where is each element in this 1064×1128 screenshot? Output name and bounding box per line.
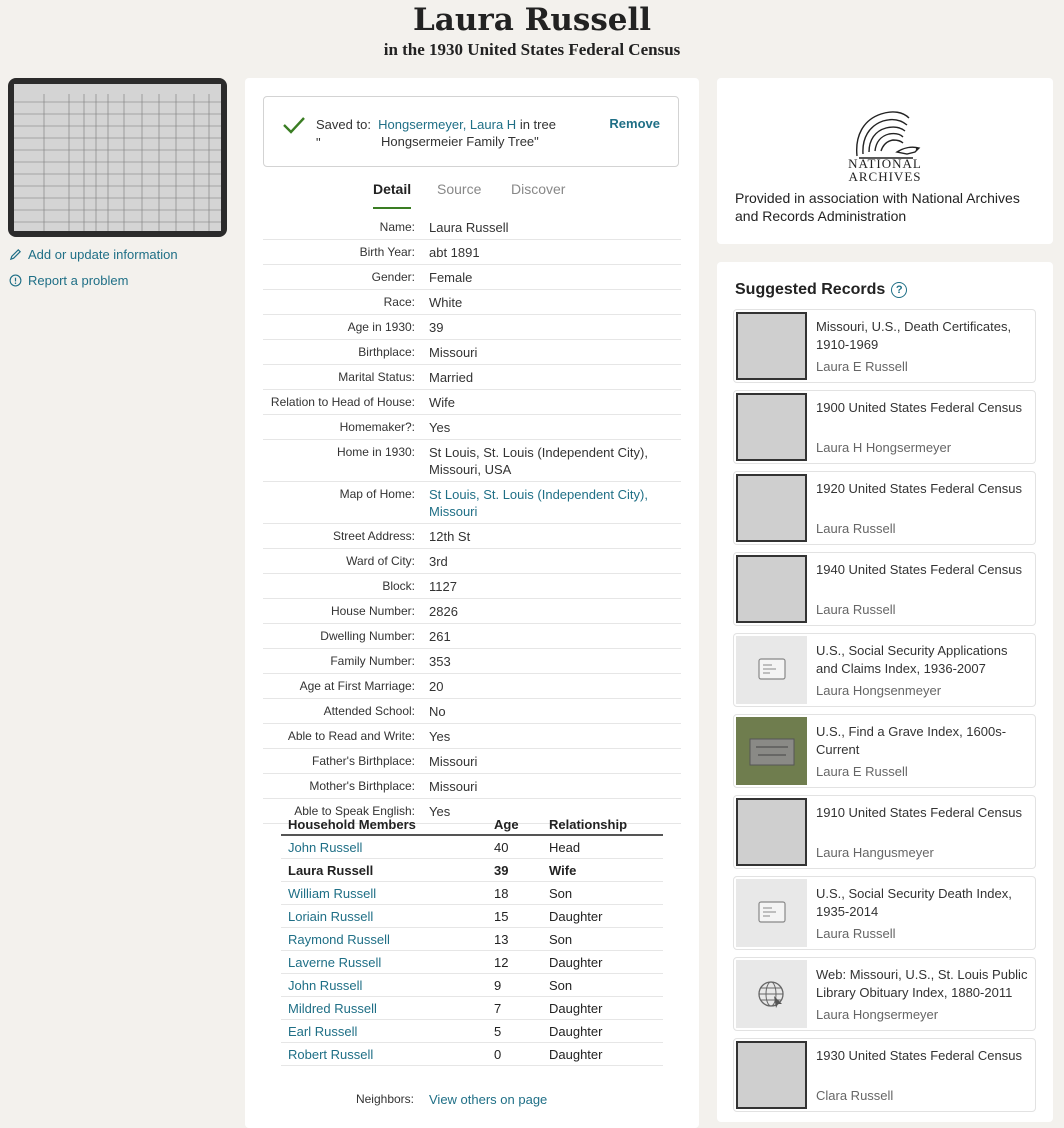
suggested-records-heading <box>735 281 907 299</box>
fact-value: Laura Russell <box>429 220 509 235</box>
record-thumbnail <box>736 798 807 866</box>
report-problem-link[interactable] <box>9 273 128 288</box>
fact-value: 1127 <box>429 579 457 594</box>
gravestone-photo <box>736 717 807 785</box>
tab-discover[interactable]: Discover <box>511 181 566 197</box>
fact-label: Map of Home: <box>339 487 415 501</box>
national-archives-card <box>717 78 1053 244</box>
tab-detail[interactable]: Detail <box>373 181 411 209</box>
household-row <box>281 882 663 905</box>
fact-label: Dwelling Number: <box>320 629 415 643</box>
fact-label: Homemaker?: <box>339 420 415 434</box>
suggested-record[interactable] <box>733 795 1036 869</box>
pencil-icon <box>9 248 22 261</box>
saved-person-link[interactable]: Hongsermeyer, Laura H <box>378 117 517 132</box>
fact-label: Relation to Head of House: <box>270 395 415 409</box>
household-row <box>281 997 663 1020</box>
fact-row <box>263 674 681 699</box>
record-image-thumbnail[interactable] <box>8 78 227 237</box>
fact-label: Father's Birthplace: <box>311 754 415 768</box>
member-relationship: Son <box>549 885 573 901</box>
fact-label: Marital Status: <box>338 370 415 384</box>
record-title: Web: Missouri, U.S., St. Louis Public Library Obituary Index, 1880-2011 <box>816 967 1028 1000</box>
household-row <box>281 836 663 859</box>
suggested-records-title: Suggested Records <box>735 281 886 298</box>
member-link[interactable]: Earl Russell <box>288 1023 358 1039</box>
fact-value: 3rd <box>429 554 448 569</box>
member-link[interactable]: Laverne Russell <box>288 954 382 970</box>
member-link[interactable]: Mildred Russell <box>288 1000 377 1016</box>
census-page-lines <box>14 84 221 231</box>
fact-label: Attended School: <box>323 704 415 718</box>
record-title: U.S., Social Security Death Index, 1935-2014 <box>816 886 1012 919</box>
record-thumbnail <box>736 1041 807 1109</box>
fact-row <box>263 265 681 290</box>
fact-label: Mother's Birthplace: <box>309 779 415 793</box>
fact-row <box>263 240 681 265</box>
member-age: 39 <box>494 862 509 878</box>
fact-label: House Number: <box>330 604 415 618</box>
logo-line-2: ARCHIVES <box>848 169 922 184</box>
record-person: Laura H Hongsermeyer <box>816 440 952 455</box>
household-row <box>281 905 663 928</box>
record-title: U.S., Social Security Applications and Claims Index, 1936-2007 <box>816 643 1008 676</box>
record-person: Laura Russell <box>816 926 896 941</box>
add-update-label: Add or update information <box>28 247 178 262</box>
page-title: Laura Russell <box>412 2 652 38</box>
household-header-row <box>281 817 663 836</box>
member-relationship: Head <box>549 839 581 855</box>
fact-row <box>263 699 681 724</box>
remove-button[interactable]: Remove <box>609 116 660 131</box>
map-of-home-link[interactable]: St Louis, St. Louis (Independent City), Missouri <box>429 487 648 519</box>
census-page-image <box>14 84 221 231</box>
fact-label: Race: <box>383 295 415 309</box>
fact-row <box>263 649 681 674</box>
record-title: 1910 United States Federal Census <box>816 805 1022 820</box>
alert-circle-icon <box>9 274 22 287</box>
suggested-record[interactable] <box>733 714 1036 788</box>
page-subtitle: in the 1930 United States Federal Census <box>383 40 681 59</box>
fact-row <box>263 415 681 440</box>
record-thumbnail <box>736 555 807 623</box>
member-relationship: Son <box>549 977 573 993</box>
fact-value: 39 <box>429 320 444 335</box>
member-link[interactable]: Loriain Russell <box>288 908 374 924</box>
member-link[interactable]: William Russell <box>288 885 377 901</box>
fact-value: Female <box>429 270 473 285</box>
record-thumbnail <box>736 717 807 785</box>
col-household-members: Household Members <box>288 817 416 832</box>
household-row-self <box>281 859 663 882</box>
member-relationship: Daughter <box>549 1046 603 1062</box>
member-link[interactable]: Robert Russell <box>288 1046 374 1062</box>
saved-label: Saved to: <box>316 117 371 132</box>
fact-label: Home in 1930: <box>336 445 415 459</box>
fact-row <box>263 215 681 240</box>
suggested-record[interactable] <box>733 390 1036 464</box>
fact-row <box>263 340 681 365</box>
record-facts <box>263 215 681 824</box>
member-relationship: Daughter <box>549 1000 603 1016</box>
id-card-icon <box>758 901 786 923</box>
household-row <box>281 928 663 951</box>
fact-value: 261 <box>429 629 451 644</box>
record-detail-card <box>245 78 699 1128</box>
fact-value: 353 <box>429 654 451 669</box>
fact-label: Able to Read and Write: <box>287 729 415 743</box>
logo-line-1: NATIONAL <box>848 156 922 171</box>
fact-row <box>263 315 681 340</box>
fact-row <box>263 624 681 649</box>
household-row <box>281 951 663 974</box>
record-person: Laura Hangusmeyer <box>816 845 934 860</box>
record-title: 1940 United States Federal Census <box>816 562 1022 577</box>
household-members-table <box>281 817 663 1066</box>
record-thumbnail <box>736 393 807 461</box>
col-age: Age <box>494 817 519 832</box>
fact-value: 12th St <box>429 529 471 544</box>
fact-row <box>263 574 681 599</box>
view-others-link[interactable]: View others on page <box>429 1092 548 1107</box>
fact-value: Yes <box>429 420 451 435</box>
member-link[interactable]: John Russell <box>288 977 363 993</box>
record-tabs <box>245 181 699 207</box>
fact-value: St Louis, St. Louis (Independent City), Missouri, USA <box>429 445 648 477</box>
report-problem-label: Report a problem <box>28 273 129 288</box>
tab-source[interactable]: Source <box>437 181 482 197</box>
record-person: Laura E Russell <box>816 359 908 374</box>
fact-row <box>263 549 681 574</box>
suggested-record[interactable] <box>733 957 1036 1031</box>
globe-icon <box>756 979 786 1009</box>
fact-value: Yes <box>429 804 451 819</box>
member-age: 0 <box>494 1046 502 1062</box>
record-person: Laura Hongsenmeyer <box>816 683 942 698</box>
member-age: 12 <box>494 954 509 970</box>
national-archives-wordmark <box>717 157 1053 183</box>
household-row <box>281 974 663 997</box>
saved-to-banner <box>263 96 679 167</box>
household-row <box>281 1020 663 1043</box>
member-age: 40 <box>494 839 509 855</box>
suggested-record[interactable] <box>733 309 1036 383</box>
fact-label: Name: <box>379 220 415 234</box>
member-age: 18 <box>494 885 509 901</box>
record-title: Missouri, U.S., Death Certificates, 1910-1969 <box>816 319 1012 352</box>
fact-value: Yes <box>429 729 451 744</box>
id-card-icon <box>758 658 786 680</box>
record-person: Laura E Russell <box>816 764 908 779</box>
suggested-record[interactable] <box>733 876 1036 950</box>
record-thumbnail <box>736 636 807 704</box>
fact-value: 20 <box>429 679 444 694</box>
fact-value: Married <box>429 370 474 385</box>
record-thumbnail <box>736 474 807 542</box>
record-person: Clara Russell <box>816 1088 894 1103</box>
fact-row <box>263 440 681 482</box>
record-title: 1920 United States Federal Census <box>816 481 1022 496</box>
fact-label: Street Address: <box>332 529 415 543</box>
member-relationship: Daughter <box>549 908 603 924</box>
member-link[interactable]: Raymond Russell <box>288 931 390 947</box>
fact-label: Age at First Marriage: <box>299 679 415 693</box>
suggested-records-card <box>717 262 1053 1122</box>
fact-row <box>263 599 681 624</box>
fact-label: Birth Year: <box>359 245 415 259</box>
fact-value: abt 1891 <box>429 245 480 260</box>
suggested-record[interactable] <box>733 471 1036 545</box>
fact-label: Family Number: <box>330 654 415 668</box>
record-title: 1900 United States Federal Census <box>816 400 1022 415</box>
col-relationship: Relationship <box>549 817 628 832</box>
add-update-link[interactable] <box>9 247 178 262</box>
fact-value: Missouri <box>429 779 478 794</box>
member-age: 5 <box>494 1023 502 1039</box>
fact-row <box>263 365 681 390</box>
suggested-record[interactable] <box>733 1038 1036 1112</box>
member-relationship: Daughter <box>549 954 603 970</box>
member-link[interactable]: John Russell <box>288 839 363 855</box>
saved-in-tree: in tree " <box>316 117 556 150</box>
member-age: 13 <box>494 931 509 947</box>
member-relationship: Son <box>549 931 573 947</box>
fact-value: No <box>429 704 446 719</box>
fact-value: White <box>429 295 463 310</box>
archives-description: Provided in association with National Archives and Records Administration <box>735 190 1020 224</box>
member-age: 9 <box>494 977 502 993</box>
neighbors-label: Neighbors: <box>355 1092 414 1106</box>
record-title: U.S., Find a Grave Index, 1600s-Current <box>816 724 1007 757</box>
fact-value: Wife <box>429 395 455 410</box>
record-thumbnail <box>736 879 807 947</box>
fact-value: 2826 <box>429 604 458 619</box>
fact-row <box>263 524 681 549</box>
record-thumbnail <box>736 960 807 1028</box>
household-row <box>281 1043 663 1066</box>
fact-label: Birthplace: <box>358 345 415 359</box>
fact-row <box>263 749 681 774</box>
checkmark-icon <box>282 115 306 135</box>
fact-value: Missouri <box>429 345 478 360</box>
fact-label: Ward of City: <box>346 554 415 568</box>
record-thumbnail <box>736 312 807 380</box>
member-relationship: Daughter <box>549 1023 603 1039</box>
record-person: Laura Russell <box>816 602 896 617</box>
record-person: Laura Hongsermeyer <box>816 1007 939 1022</box>
fact-row <box>263 724 681 749</box>
fact-label: Able to Speak English: <box>294 804 415 818</box>
fact-label: Age in 1930: <box>347 320 415 334</box>
fact-label: Block: <box>382 579 415 593</box>
fact-row <box>263 774 681 799</box>
help-icon[interactable]: ? <box>891 282 907 298</box>
suggested-record[interactable] <box>733 552 1036 626</box>
fact-value: Missouri <box>429 754 478 769</box>
fact-row <box>263 390 681 415</box>
record-title: 1930 United States Federal Census <box>816 1048 1022 1063</box>
fact-row <box>263 482 681 524</box>
fact-label: Gender: <box>371 270 415 284</box>
member-relationship: Wife <box>549 862 577 878</box>
member-name: Laura Russell <box>288 862 374 878</box>
fact-row <box>263 290 681 315</box>
suggested-record[interactable] <box>733 633 1036 707</box>
member-age: 7 <box>494 1000 502 1016</box>
member-age: 15 <box>494 908 509 924</box>
saved-tree-name: Hongsermeier Family Tree" <box>381 134 539 149</box>
record-person: Laura Russell <box>816 521 896 536</box>
